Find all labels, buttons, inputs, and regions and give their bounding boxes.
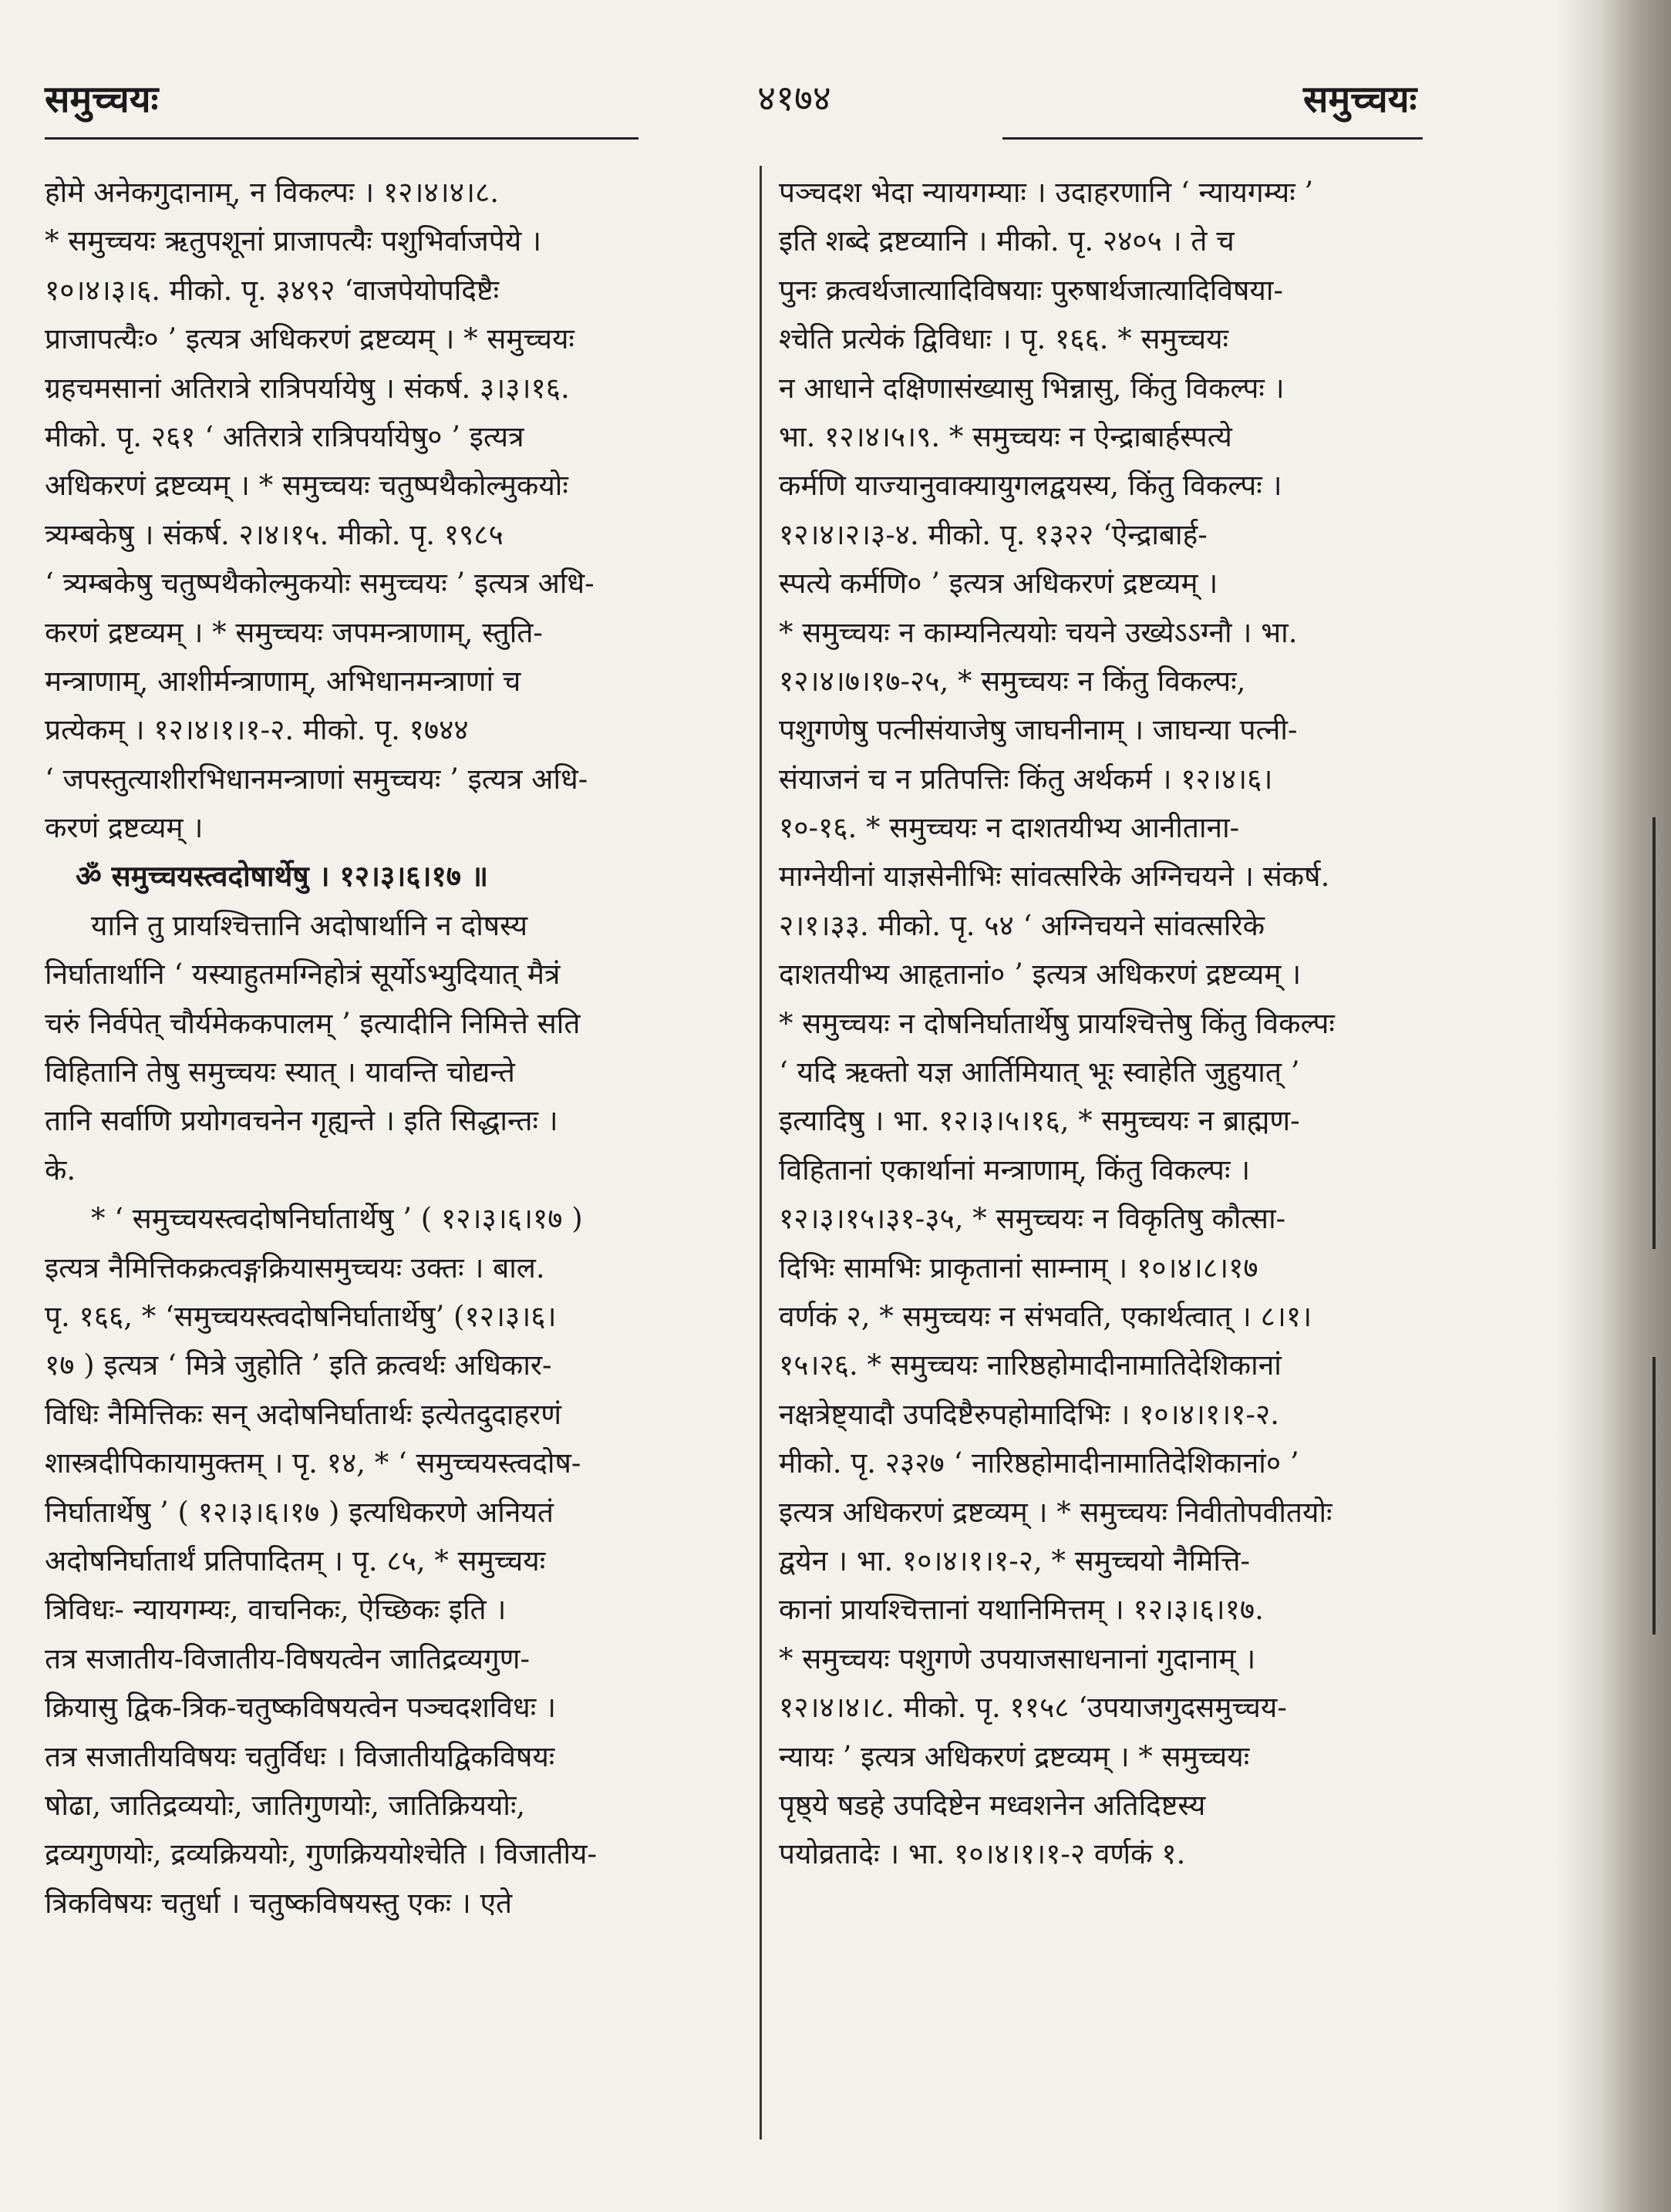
text-line: क्रियासु द्विक-त्रिक-चतुष्कविषयत्वेन पञ्चदशविधः । — [45, 1691, 557, 1725]
text-line: वर्णकं २, * समुच्चयः न संभवति, एकार्थत्वात् । ८।१। — [779, 1299, 1312, 1333]
text-line: श्चेति प्रत्येकं द्विविधाः । पृ. १६६. * समुच्चयः — [779, 322, 1229, 356]
text-line: शास्त्रदीपिकायामुक्तम् । पृ. १४, * ‘ समुच्चयस्त्वदोष- — [45, 1446, 581, 1480]
text-line: कर्मणि याज्यानुवाक्यायुगलद्वयस्य, किंतु विकल्पः । — [779, 469, 1282, 503]
text-line: २।१।३३. मीको. पृ. ५४ ‘ अग्निचयने सांवत्सरिके — [779, 908, 1265, 942]
text-line: पृ. १६६, * ‘समुच्चयस्त्वदोषनिर्घातार्थेषु’ (१२।३।६। — [45, 1299, 557, 1333]
text-line: १५।२६. * समुच्चयः नारिष्ठहोमादीनामातिदेशिकानां — [779, 1348, 1282, 1382]
text-line: तत्र सजातीय-विजातीय-विषयत्वेन जातिद्रव्यगुण- — [45, 1641, 531, 1675]
text-line: भा. १२।४।५।९. * समुच्चयः न ऐन्द्राबार्हस्पत्ये — [779, 419, 1232, 453]
text-line: के. — [45, 1153, 76, 1187]
text-line: १२।४।७।१७-२५, * समुच्चयः न किंतु विकल्पः, — [779, 664, 1246, 698]
binding-edge-line — [1652, 817, 1656, 1249]
text-line: संयाजनं च न प्रतिपत्तिः किंतु अर्थकर्म । १२।४।६। — [779, 762, 1273, 796]
text-line: इत्यादिषु । भा. १२।३।५।१६, * समुच्चयः न ब्राह्मण- — [779, 1104, 1300, 1138]
text-line: प्राजापत्यैः० ’ इत्यत्र अधिकरणं द्रष्टव्यम् । * समुच्चयः — [45, 322, 574, 356]
text-line: मीको. पृ. २३२७ ‘ नारिष्ठहोमादीनामातिदेशिकानां० ’ — [779, 1446, 1299, 1480]
page-number: ४१७४ — [757, 77, 831, 119]
text-line: तत्र सजातीयविषयः चतुर्विधः । विजातीयद्विकविषयः — [45, 1739, 555, 1773]
text-line: अदोषनिर्घातार्थं प्रतिपादितम् । पृ. ८५, * समुच्चयः — [45, 1544, 546, 1577]
right-column — [779, 168, 1457, 1879]
text-line: विधिः नैमित्तिकः सन् अदोषनिर्घातार्थः इत्येतदुदाहरणं — [45, 1397, 561, 1431]
text-line: ‘ यदि ऋक्तो यज्ञ आर्तिमियात् भूः स्वाहेति जुहुयात् ’ — [779, 1055, 1300, 1089]
text-line: न्यायः ’ इत्यत्र अधिकरणं द्रष्टव्यम् । * समुच्चयः — [779, 1739, 1250, 1773]
text-line: पञ्चदश भेदा न्यायगम्याः । उदाहरणानि ‘ न्यायगम्यः ’ — [779, 176, 1314, 209]
text-line: होमे अनेकगुदानाम्, न विकल्पः । १२।४।४।८. — [45, 176, 499, 209]
text-line: * समुच्चयः ऋतुपशूनां प्राजापत्यैः पशुभिर्वाजपेये । — [45, 224, 541, 258]
text-line: द्रव्यगुणयोः, द्रव्यक्रिययोः, गुणक्रिययोश्चेति । विजातीय- — [45, 1837, 597, 1871]
text-line: ‘ जपस्तुत्याशीरभिधानमन्त्राणां समुच्चयः ’ इत्यत्र अधि- — [45, 762, 588, 796]
text-line: पृष्ठ्ये षडहे उपदिष्टेन मध्वशनेन अतिदिष्टस्य — [779, 1788, 1206, 1822]
text-line: इत्यत्र अधिकरणं द्रष्टव्यम् । * समुच्चयः निवीतोपवीतयोः — [779, 1495, 1332, 1529]
text-line: ‘ त्र्यम्बकेषु चतुष्पथैकोल्मुकयोः समुच्चयः ’ इत्यत्र अधि- — [45, 567, 595, 601]
text-line: मीको. पृ. २६१ ‘ अतिरात्रे रात्रिपर्यायेषु० ’ इत्यत्र — [45, 419, 524, 453]
text-line: १२।३।१५।३१-३५, * समुच्चयः न विकृतिषु कौत्सा- — [779, 1202, 1286, 1236]
text-line: पयोव्रतादेः । भा. १०।४।१।१-२ वर्णकं १. — [779, 1837, 1186, 1871]
text-line: * समुच्चयः पशुगणे उपयाजसाधनानां गुदानाम् । — [779, 1641, 1256, 1675]
column-divider — [760, 166, 762, 2140]
left-column — [45, 168, 739, 1928]
text-line: इति शब्दे द्रष्टव्यानि । मीको. पृ. २४०५ । ते च — [779, 224, 1235, 258]
text-line: * समुच्चयः न काम्यनित्ययोः चयने उख्येऽऽग्नौ । भा. — [779, 615, 1298, 649]
text-line: करणं द्रष्टव्यम् । * समुच्चयः जपमन्त्राणाम्, स्तुति- — [45, 615, 543, 649]
text-line: मन्त्राणाम्, आशीर्मन्त्राणाम्, अभिधानमन्त्राणां च — [45, 664, 521, 698]
text-line: चरुं निर्वपेत् चौर्यमेककपालम् ’ इत्यादीनि निमित्ते सति — [45, 1006, 581, 1040]
text-line: १०-१६. * समुच्चयः न दाशतयीभ्य आनीताना- — [779, 811, 1240, 845]
text-line: दाशतयीभ्य आहृतानां० ’ इत्यत्र अधिकरणं द्रष्टव्यम् । — [779, 958, 1302, 992]
text-line: न आधाने दक्षिणासंख्यासु भिन्नासु, किंतु विकल्पः । — [779, 371, 1285, 405]
header-rule — [1002, 137, 1423, 140]
text-line: ॐ समुच्चयस्त्वदोषार्थेषु । १२।३।६।१७ ॥ — [76, 859, 489, 894]
text-line: * समुच्चयः न दोषनिर्घातार्थेषु प्रायश्चित्तेषु किंतु विकल्पः — [779, 1006, 1335, 1040]
text-line: स्पत्ये कर्मणि० ’ इत्यत्र अधिकरणं द्रष्टव्यम् । — [779, 567, 1218, 601]
text-line: निर्घातार्थेषु ’ ( १२।३।६।१७ ) इत्यधिकरणे अनियतं — [45, 1495, 554, 1529]
text-line: निर्घातार्थानि ‘ यस्याहुतमग्निहोत्रं सूर्योऽभ्युदियात् मैत्रं — [45, 958, 561, 992]
text-line: त्र्यम्बकेषु । संकर्ष. २।४।१५. मीको. पृ. १९८५ — [45, 517, 504, 551]
text-line: द्वयेन । भा. १०।४।१।१-२, * समुच्चयो नैमित्ति- — [779, 1544, 1251, 1577]
text-line: १०।४।३।६. मीको. पृ. ३४९२ ‘वाजपेयोपदिष्टैः — [45, 273, 500, 307]
text-line: इत्यत्र नैमित्तिकक्रत्वङ्गक्रियासमुच्चयः उक्तः । बाल. — [45, 1251, 545, 1284]
running-head-right: समुच्चयः — [1303, 78, 1417, 121]
text-line: * ‘ समुच्चयस्त्वदोषनिर्घातार्थेषु ’ ( १२।३।६।१७ ) — [91, 1202, 583, 1236]
binding-edge-line — [1652, 1357, 1656, 1635]
text-line: माग्नेयीनां याज्ञसेनीभिः सांवत्सरिके अग्निचयने । संकर्ष. — [779, 860, 1330, 894]
text-line: नक्षत्रेष्ट्यादौ उपदिष्टैरुपहोमादिभिः । १०।४।१।१-२. — [779, 1397, 1279, 1431]
running-head-left: समुच्चयः — [45, 78, 159, 121]
header-rule — [45, 137, 638, 140]
text-line: प्रत्येकम् । १२।४।१।१-२. मीको. पृ. १७४४ — [45, 713, 469, 747]
text-line: षोढा, जातिद्रव्ययोः, जातिगुणयोः, जातिक्रिययोः, — [45, 1788, 526, 1822]
text-line: पुनः क्रत्वर्थजात्यादिविषयाः पुरुषार्थजात्यादिविषया- — [779, 273, 1283, 307]
text-line: पशुगणेषु पत्नीसंयाजेषु जाघनीनाम् । जाघन्या पत्नी- — [779, 713, 1298, 747]
text-line: कानां प्रायश्चित्तानां यथानिमित्तम् । १२।३।६।१७. — [779, 1593, 1264, 1627]
text-line: १२।४।२।३-४. मीको. पृ. १३२२ ‘ऐन्द्राबार्ह- — [779, 517, 1208, 551]
text-line: त्रिविधः- न्यायगम्यः, वाचनिकः, ऐच्छिकः इति । — [45, 1593, 507, 1627]
text-line: १७ ) इत्यत्र ‘ मित्रे जुहोति ’ इति क्रत्वर्थः अधिकार- — [45, 1348, 552, 1382]
text-line: विहितानां एकार्थानां मन्त्राणाम्, किंतु विकल्पः । — [779, 1153, 1251, 1187]
text-line: ग्रहचमसानां अतिरात्रे रात्रिपर्यायेषु । संकर्ष. ३।३।१६. — [45, 371, 570, 405]
text-line: करणं द्रष्टव्यम् । — [45, 811, 204, 845]
text-line: अधिकरणं द्रष्टव्यम् । * समुच्चयः चतुष्पथैकोल्मुकयोः — [45, 469, 568, 503]
text-line: विहितानि तेषु समुच्चयः स्यात् । यावन्ति चोद्यन्ते — [45, 1055, 515, 1089]
text-line: यानि तु प्रायश्चित्तानि अदोषार्थानि न दोषस्य — [91, 908, 528, 942]
text-line: तानि सर्वाणि प्रयोगवचनेन गृह्यन्ते । इति सिद्धान्तः । — [45, 1104, 558, 1138]
text-line: त्रिकविषयः चतुर्धा । चतुष्कविषयस्तु एकः । एते — [45, 1886, 513, 1920]
text-line: १२।४।४।८. मीको. पृ. ११५८ ‘उपयाजगुदसमुच्चय- — [779, 1691, 1287, 1725]
text-line: दिभिः सामभिः प्राकृतानां साम्नाम् । १०।४।८।१७ — [779, 1251, 1258, 1284]
